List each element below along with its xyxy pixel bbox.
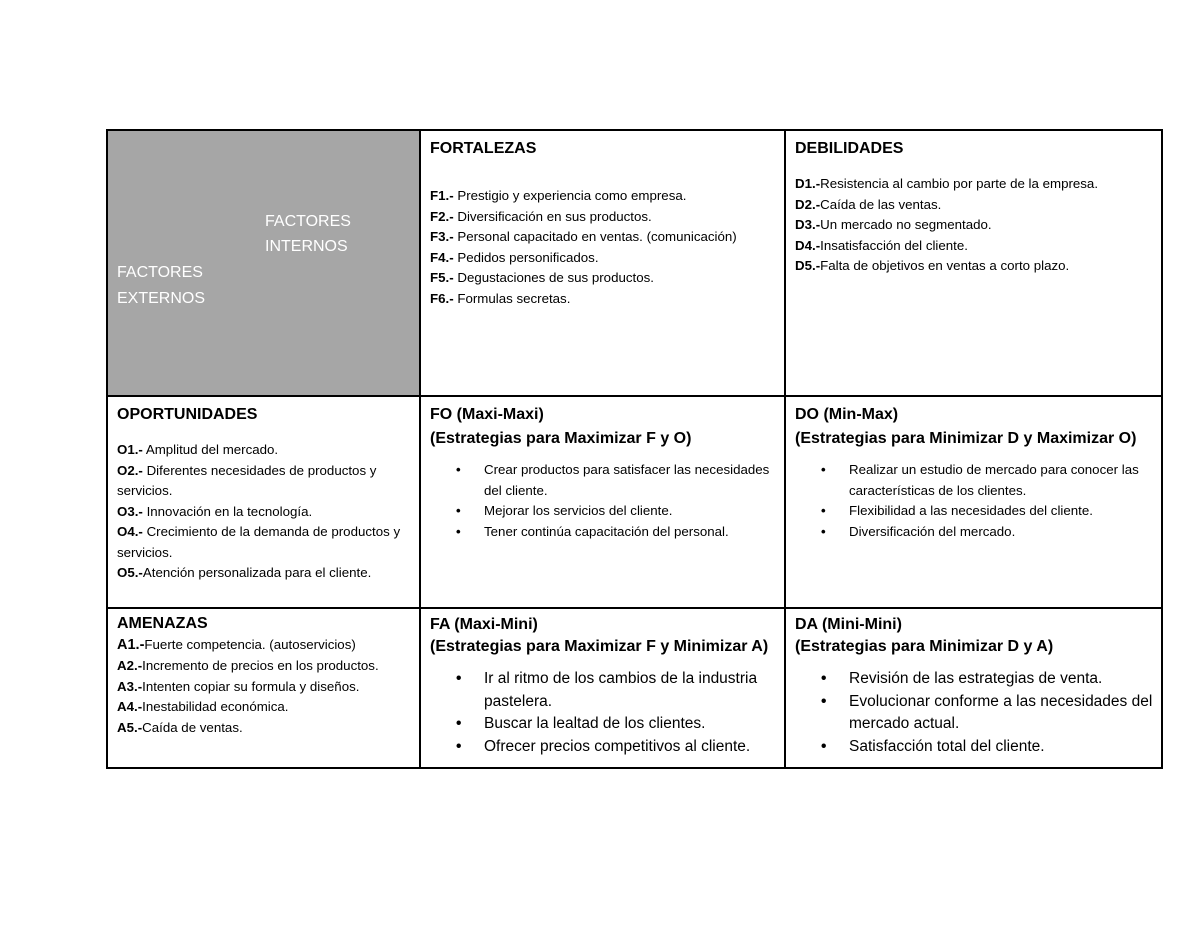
list-item: • Tener continúa capacitación del personal. [484,522,776,543]
strength-item: F5.- Degustaciones de sus productos. [430,270,654,285]
da-strategy-list [795,668,1153,758]
opportunity-item: O3.- Innovación en la tecnología. [117,503,313,519]
list-item: • Satisfacción total del cliente. [849,736,1153,759]
do-strategies-cell [785,396,1162,608]
weakness-item: D4.-Insatisfacción del cliente. [795,237,968,253]
do-title: DO (Min-Max) [795,406,899,423]
weakness-item: D1.-Resistencia al cambio por parte de la empresa. [795,176,1099,191]
list-item: • Ofrecer precios competitivos al cliente. [484,736,776,759]
weaknesses-list [795,174,1153,277]
fa-strategies-cell [420,608,785,768]
list-item: • Evolucionar conforme a las necesidades del mercado actual. [849,691,1153,736]
internal-factors-label: FACTORES INTERNOS [265,213,351,255]
threats-cell [107,608,420,768]
list-item: • Flexibilidad a las necesidades del cliente. [849,501,1153,522]
weaknesses-title: DEBILIDADES [795,140,904,157]
external-factors-label: FACTORES EXTERNOS [117,264,206,307]
fo-strategy-list [430,460,776,542]
fa-title: FA (Maxi-Mini) [430,616,538,633]
fo-subtitle: (Estrategias para Maximizar F y O) [430,430,692,447]
factors-corner-cell [107,130,420,396]
list-item: • Realizar un estudio de mercado para conocer las características de los clientes. [849,460,1153,501]
threats-list [117,634,411,738]
opportunity-item: O5.-Atención personalizada para el cliente. [117,565,372,580]
opportunities-cell [107,396,420,608]
list-item: • Buscar la lealtad de los clientes. [484,713,776,736]
strengths-cell [420,130,785,396]
opportunity-item: O4.- Crecimiento de la demanda de productos y servicios. [117,524,401,560]
foda-matrix [106,129,1163,769]
fa-strategy-list [430,668,776,758]
strength-item: F1.- Prestigio y experiencia como empresa. [430,188,687,203]
opportunities-list [117,440,411,584]
do-subtitle: (Estrategias para Minimizar D y Maximizar O) [795,430,1137,447]
da-title: DA (Mini-Mini) [795,616,902,633]
opportunity-item: O1.- Amplitud del mercado. [117,442,279,457]
threat-item: A3.-Intenten copiar su formula y diseños. [117,678,360,694]
list-item: • Ir al ritmo de los cambios de la industria pastelera. [484,668,776,713]
threats-title: AMENAZAS [117,615,208,632]
opportunities-title: OPORTUNIDADES [117,406,258,423]
threat-item: A4.-Inestabilidad económica. [117,699,289,714]
list-item: • Diversificación del mercado. [849,522,1153,543]
strength-item: F4.- Pedidos personificados. [430,249,599,265]
fa-subtitle: (Estrategias para Maximizar F y Minimizar A) [430,638,769,655]
fo-strategies-cell [420,396,785,608]
threat-item: A2.-Incremento de precios en los productos. [117,658,379,673]
weakness-item: D2.-Caída de las ventas. [795,196,942,212]
list-item: • Crear productos para satisfacer las necesidades del cliente. [484,460,776,501]
strengths-list [430,186,776,309]
fo-title: FO (Maxi-Maxi) [430,406,544,423]
strength-item: F6.- Formulas secretas. [430,290,571,306]
strengths-title: FORTALEZAS [430,140,537,157]
da-strategies-cell [785,608,1162,768]
do-strategy-list [795,460,1153,542]
threat-item: A5.-Caída de ventas. [117,719,243,735]
weakness-item: D3.-Un mercado no segmentado. [795,217,992,232]
weakness-item: D5.-Falta de objetivos en ventas a corto plazo. [795,258,1070,273]
da-subtitle: (Estrategias para Minimizar D y A) [795,638,1054,655]
weaknesses-cell [785,130,1162,396]
opportunity-item: O2.- Diferentes necesidades de productos y servicios. [117,462,377,498]
list-item: • Mejorar los servicios del cliente. [484,501,776,522]
strength-item: F3.- Personal capacitado en ventas. (comunicación) [430,229,737,244]
threat-item: A1.-Fuerte competencia. (autoservicios) [117,637,356,653]
strength-item: F2.- Diversificación en sus productos. [430,208,652,224]
list-item: • Revisión de las estrategias de venta. [849,668,1153,691]
